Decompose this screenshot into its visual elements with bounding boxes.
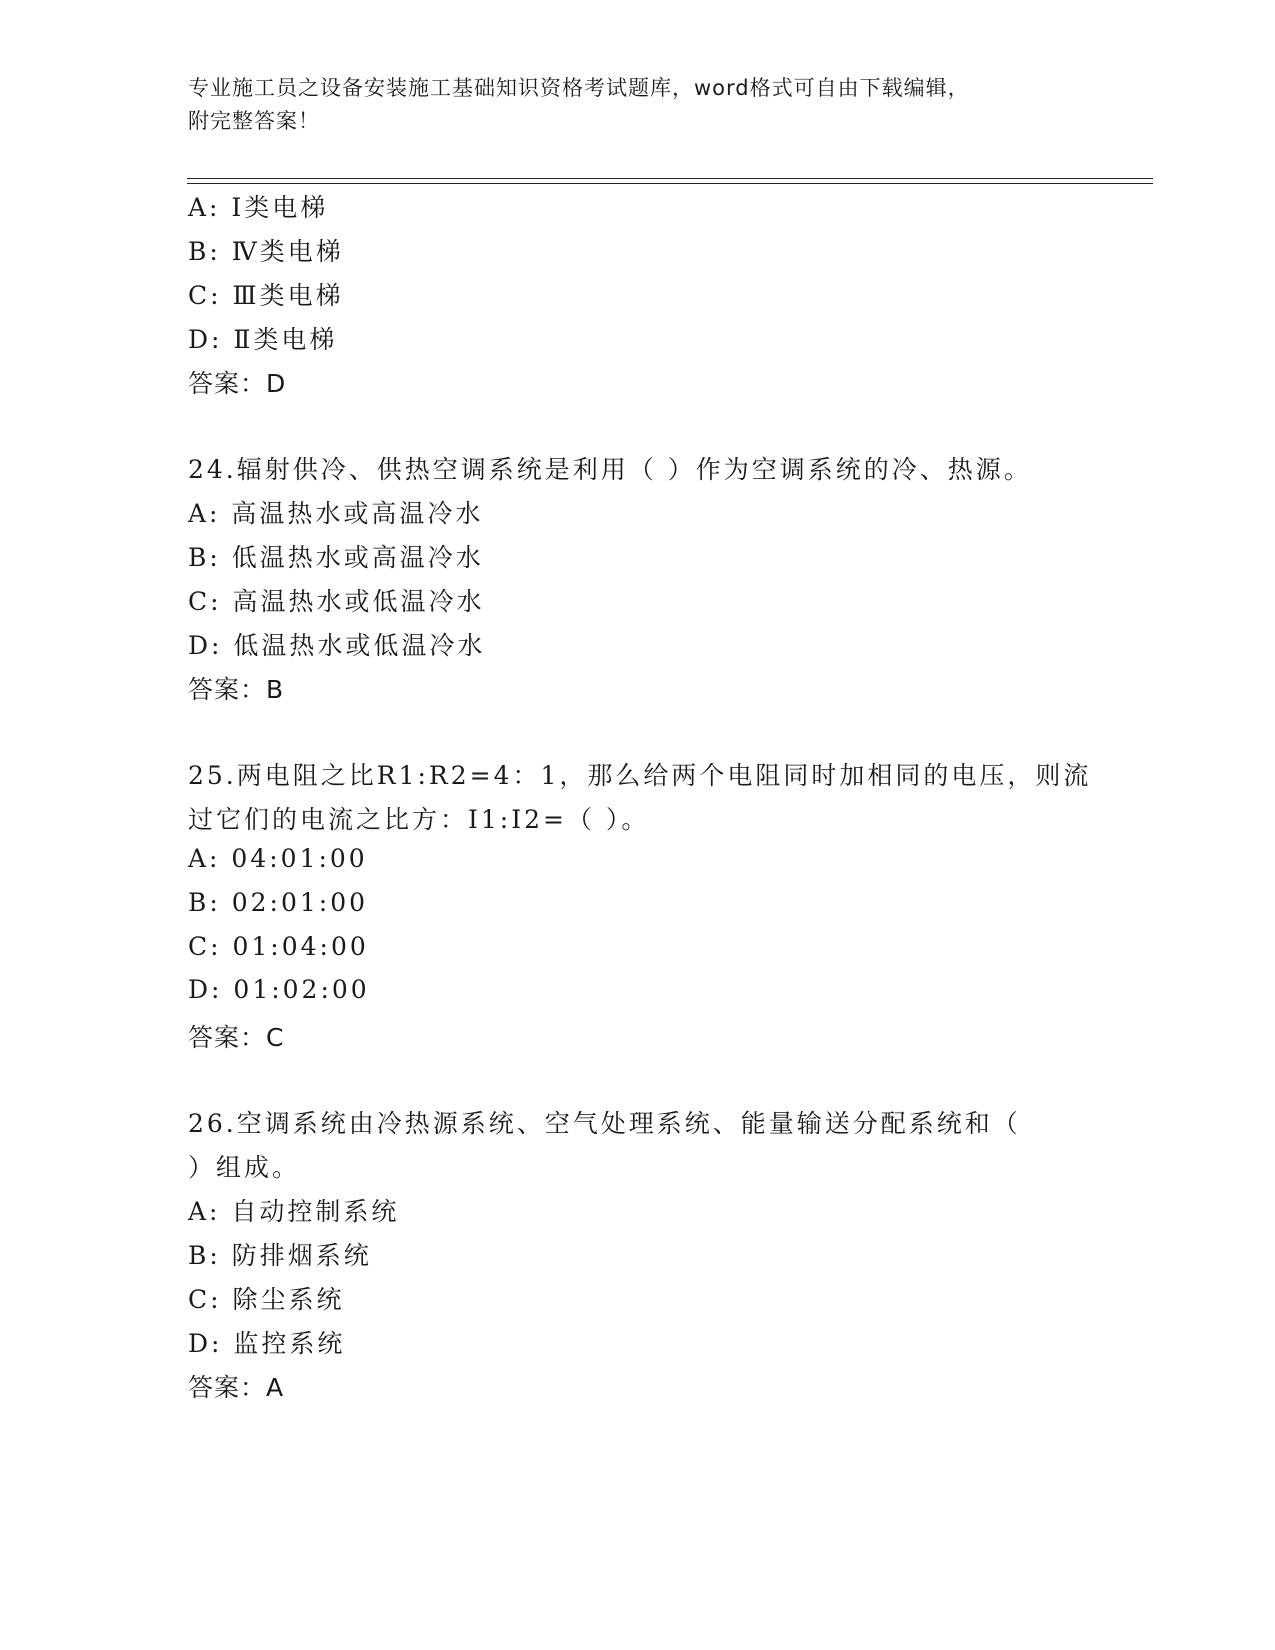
q25-answer: 答案：C	[188, 1023, 285, 1052]
q23-option-d: D: Ⅱ类电梯	[188, 325, 338, 354]
header-divider-bottom	[187, 183, 1153, 184]
q26-stem-line-2: ）组成。	[188, 1153, 301, 1182]
q25-option-b: B: 02:01:00	[188, 888, 369, 917]
q24-stem: 24.辐射供冷、供热空调系统是利用（ ）作为空调系统的冷、热源。	[188, 455, 1032, 484]
q26-stem-line-1: 26.空调系统由冷热源系统、空气处理系统、能量输送分配系统和（	[188, 1109, 1021, 1138]
q23-answer: 答案：D	[188, 369, 287, 398]
q26-option-a: A: 自动控制系统	[188, 1197, 400, 1226]
q26-answer: 答案：A	[188, 1373, 285, 1402]
q25-stem-line-1: 25.两电阻之比R1:R2=4：1，那么给两个电阻同时加相同的电压，则流	[188, 761, 1092, 790]
q25-option-d: D: 01:02:00	[188, 975, 370, 1004]
q23-option-a: A: Ⅰ类电梯	[188, 193, 329, 222]
q26-option-c: C: 除尘系统	[188, 1285, 345, 1314]
q26-option-b: B: 防排烟系统	[188, 1241, 372, 1270]
header-line-1: 专业施工员之设备安装施工基础知识资格考试题库，word格式可自由下载编辑，	[188, 76, 970, 100]
q25-option-a: A: 04:01:00	[188, 844, 368, 873]
document-header	[188, 72, 1088, 138]
q24-answer: 答案：B	[188, 675, 285, 704]
q24-option-a: A: 高温热水或高温冷水	[188, 499, 484, 528]
q24-option-c: C: 高温热水或低温冷水	[188, 587, 485, 616]
q24-option-b: B: 低温热水或高温冷水	[188, 543, 484, 572]
header-line-2: 附完整答案！	[188, 109, 320, 133]
q23-option-b: B: Ⅳ类电梯	[188, 237, 344, 266]
q23-option-c: C: Ⅲ类电梯	[188, 281, 344, 310]
q25-stem-line-2: 过它们的电流之比方：I1:I2=（ ）。	[188, 805, 650, 834]
q24-option-d: D: 低温热水或低温冷水	[188, 631, 486, 660]
header-divider-top	[187, 178, 1153, 179]
q25-option-c: C: 01:04:00	[188, 932, 369, 961]
q26-option-d: D: 监控系统	[188, 1329, 346, 1358]
